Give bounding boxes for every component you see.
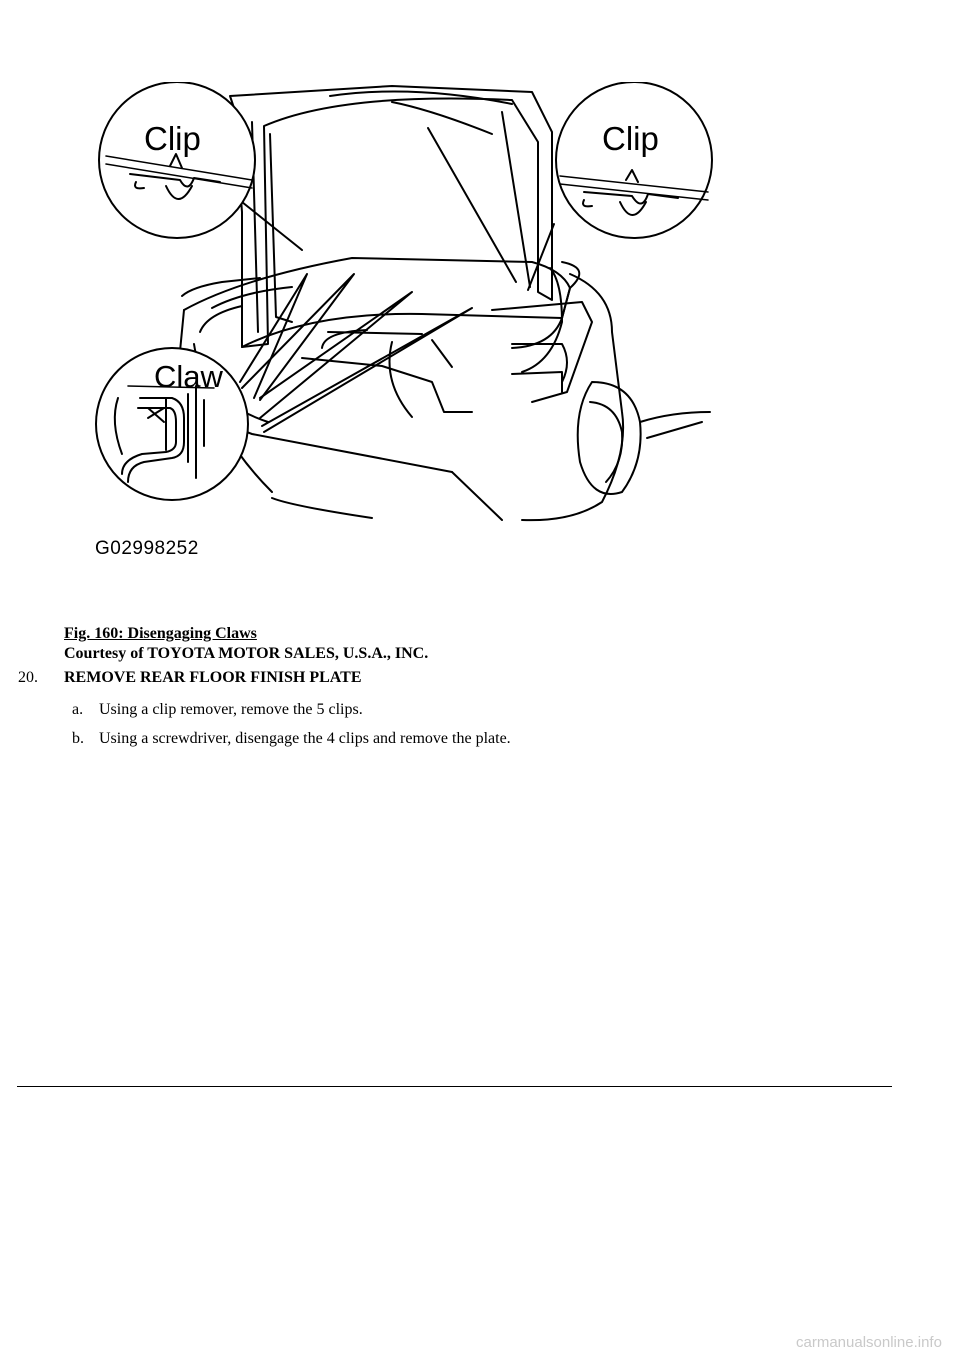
step-number: 20.	[18, 669, 38, 686]
substep-list	[72, 700, 511, 758]
rear-fender	[522, 274, 623, 520]
substep-letter: b.	[72, 730, 84, 747]
callout-label-clip-left: Clip	[144, 120, 201, 157]
figure-title: Fig. 160: Disengaging Claws	[64, 625, 257, 642]
callout-circle-clip-left	[99, 82, 255, 238]
figure-illustration	[92, 82, 722, 572]
callout-label-clip-right: Clip	[602, 120, 659, 157]
substep-text: Using a screwdriver, disengage the 4 clips and remove the plate.	[99, 730, 511, 747]
site-watermark: carmanualsonline.info	[796, 1334, 942, 1351]
step-heading: REMOVE REAR FLOOR FINISH PLATE	[64, 669, 362, 686]
substep-letter: a.	[72, 701, 84, 718]
callout-label-claw: Claw	[154, 359, 223, 394]
substep-item	[72, 729, 511, 758]
figure-caption	[64, 624, 428, 664]
figure-credit: Courtesy of TOYOTA MOTOR SALES, U.S.A., INC.	[64, 645, 429, 662]
page-divider	[17, 1086, 892, 1087]
figure-code: G02998252	[95, 538, 199, 559]
substep-text: Using a clip remover, remove the 5 clips.	[99, 701, 363, 718]
substep-item	[72, 700, 511, 729]
procedure-step	[18, 668, 918, 688]
